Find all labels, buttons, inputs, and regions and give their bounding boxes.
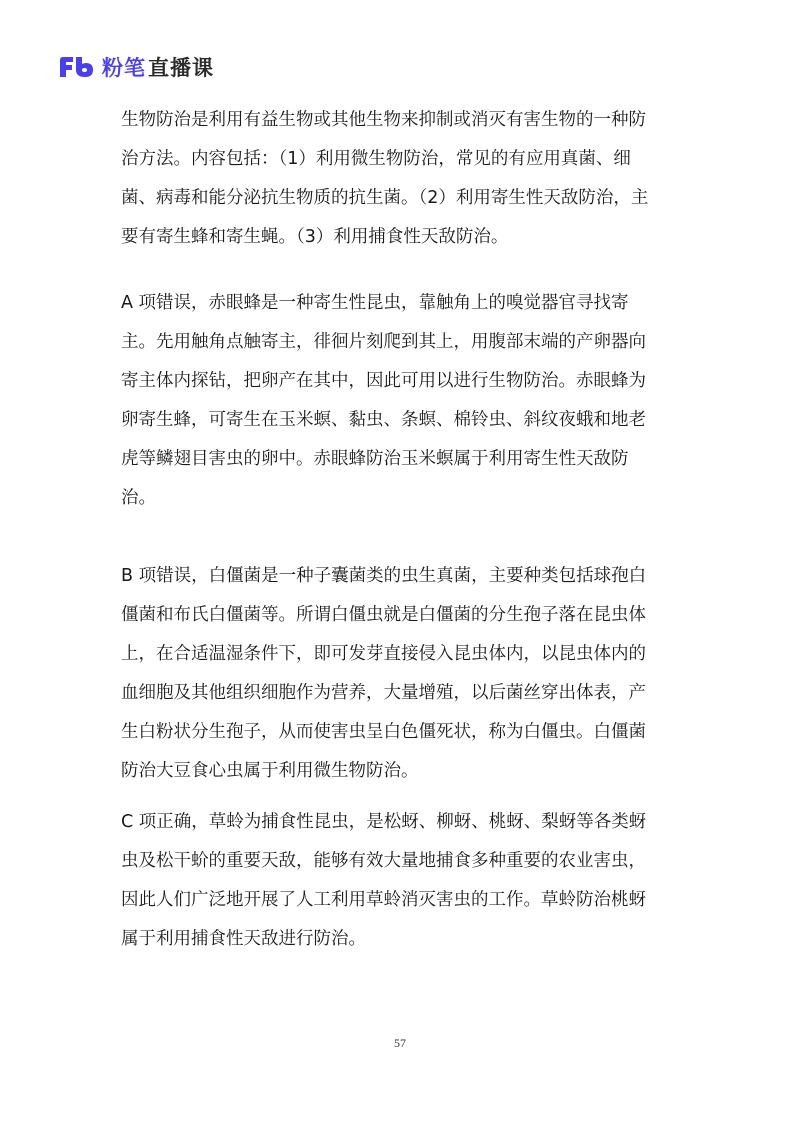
brand-logo <box>58 52 214 82</box>
page-number: 57 <box>394 1036 406 1050</box>
text-line: 生白粉状分生孢子，从而使害虫呈白色僵死状，称为白僵虫。白僵菌 <box>121 722 646 742</box>
text-line: B 项错误，白僵菌是一种子囊菌类的虫生真菌，主要种类包括球孢白 <box>121 566 647 586</box>
text-line: 卵寄生蜂，可寄生在玉米螟、黏虫、条螟、棉铃虫、斜纹夜蛾和地老 <box>121 410 646 430</box>
fb-logo-icon <box>58 56 94 78</box>
text-line: 防治大豆食心虫属于利用微生物防治。 <box>121 761 419 781</box>
text-line: 治。 <box>121 488 156 508</box>
intro-paragraph <box>121 101 691 257</box>
text-line: 生物防治是利用有益生物或其他生物来抑制或消灭有害生物的一种防 <box>121 110 646 130</box>
text-line: 寄主体内探钻，把卵产在其中，因此可用以进行生物防治。赤眼蜂为 <box>121 371 646 391</box>
text-line: A 项错误，赤眼蜂是一种寄生性昆虫，靠触角上的嗅觉器官寻找寄 <box>121 293 629 313</box>
text-line: 要有寄生蜂和寄生蝇。（3）利用捕食性天敌防治。 <box>121 227 509 247</box>
option-a-paragraph <box>121 284 691 518</box>
text-line: 虎等鳞翅目害虫的卵中。赤眼蜂防治玉米螟属于利用寄生性天敌防 <box>121 449 629 469</box>
text-line: C 项正确，草蛉为捕食性昆虫，是松蚜、柳蚜、桃蚜、梨蚜等各类蚜 <box>121 812 647 832</box>
option-b-paragraph <box>121 557 691 791</box>
text-line: 虫及松干蚧的重要天敌，能够有效大量地捕食多种重要的农业害虫， <box>121 851 646 871</box>
text-line: 菌、病毒和能分泌抗生物质的抗生菌。（2）利用寄生性天敌防治，主 <box>121 188 649 208</box>
text-line: 血细胞及其他组织细胞作为营养，大量增殖，以后菌丝穿出体表，产 <box>121 683 646 703</box>
text-line: 属于利用捕食性天敌进行防治。 <box>121 929 366 949</box>
text-line: 僵菌和布氏白僵菌等。所谓白僵虫就是白僵菌的分生孢子落在昆虫体 <box>121 605 646 625</box>
option-c-paragraph <box>121 803 691 959</box>
text-line: 治方法。内容包括：（1）利用微生物防治，常见的有应用真菌、细 <box>121 149 631 169</box>
logo-brand-text: 粉笔 <box>102 56 146 80</box>
text-line: 因此人们广泛地开展了人工利用草蛉消灭害虫的工作。草蛉防治桃蚜 <box>121 890 646 910</box>
text-line: 主。先用触角点触寄主，徘徊片刻爬到其上，用腹部末端的产卵器向 <box>121 332 646 352</box>
logo-sub-text: 直播课 <box>148 56 214 80</box>
text-line: 上，在合适温湿条件下，即可发芽直接侵入昆虫体内，以昆虫体内的 <box>121 644 646 664</box>
